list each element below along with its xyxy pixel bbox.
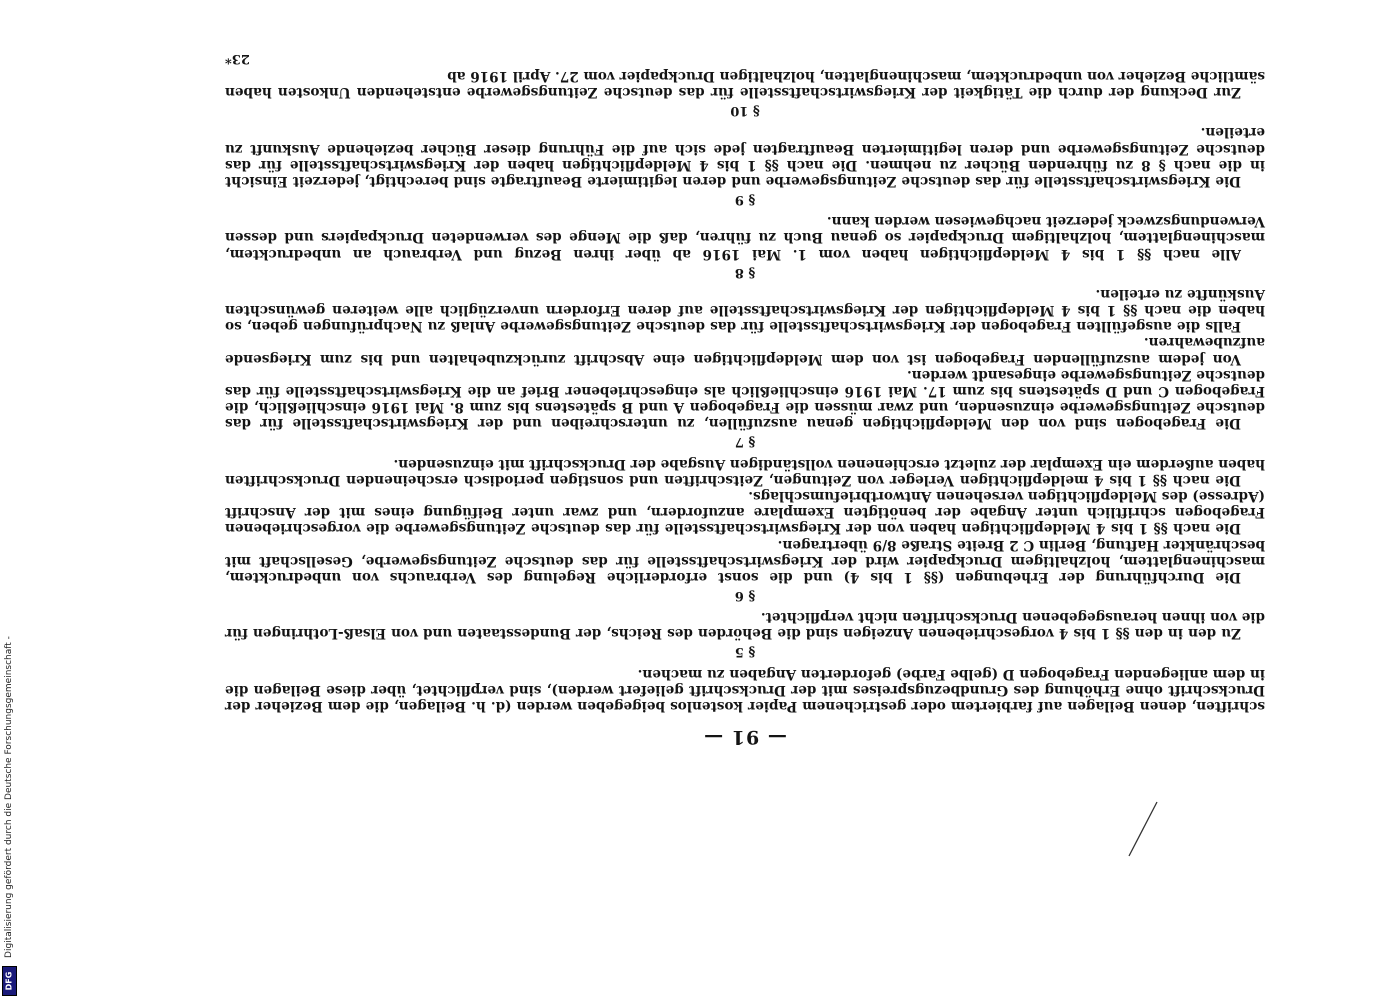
section-9 [225,124,1265,208]
section-paragraph: Zur Deckung der durch die Tätigkeit der Kriegswirtschaftsstelle für das deutsche Zeitungsgewerbe entstehenden Unkosten haben sämtliche Bezieher von unbedrucktem, maschinenglatten, holzhaltigen Druckpapier vom 27. April 1916 ab [225,67,1265,101]
rotated-document-page [225,50,1265,750]
section-heading: § 9 [734,191,756,207]
section-5 [225,609,1265,660]
dfg-logo-text: DFG [4,971,14,991]
section-heading: § 5 [734,644,756,660]
section-6 [225,455,1265,604]
section-paragraph: Die Durchführung der Erhebungen (§§ 1 bis 4) und die sonst erforderliche Regelung des Verbrauchs von unbedrucktem, maschinenglattem, holzhaltigem Druckpapier wird der Kriegswirtschaftsstelle für das deutsche Zeitungsgewerbe, Gesellschaft mit beschränkter Haftung, Berlin C 2 Breite Straße 8/9 übertragen. [225,536,1265,585]
funding-note [2,605,17,990]
section-heading: § 6 [734,587,756,603]
funding-note-text: Digitalisierung gefördert durch die Deutsche Forschungsgemeinschaft - [4,636,14,958]
section-7 [225,286,1265,451]
section-paragraph: Die nach §§ 1 bis 4 meldepflichtigen Verleger von Zeitungen, Zeitschriften und sonstigen periodisch erscheinenden Druckschriften haben außerdem ein Exemplar der zuletzt erschienenen vollständigen Ausgabe der Druckschrift mit einzusenden. [225,455,1265,488]
section-heading: § 7 [734,434,756,450]
section-heading: § 8 [734,264,756,280]
section-paragraph: Zu den in den §§ 1 bis 4 vorgeschriebenen Anzeigen sind die Behörden des Reichs, der Bundesstaaten und von Elsaß-Lothringen für die von ihnen herausgegebenen Druckschriften nicht verpflichtet. [225,609,1265,642]
section-paragraph: Die Fragebogen sind von den Meldepflichtigen genau auszufüllen, zu unterschreiben und der Kriegswirtschaftsstelle für das deutsche Zeitungsgewerbe einzusenden, und zwar müssen die Fragebogen A und B spätestens bis zum 8. Mai 1916 einschließlich, die Fragebogen C und D spätestens bis zum 17. Mai 1916 einschließlich als eingeschriebener Brief an die Kriegswirtschaftsstelle für das deutsche Zeitungsgewerbe eingesandt werden. [225,366,1265,432]
section-paragraph: Falls die ausgefüllten Fragebogen der Kriegswirtschaftsstelle für das deutsche Zeitungsgewerbe Anlaß zu Nachprüfungen geben, so haben die nach §§ 1 bis 4 Meldepflichtigen der Kriegswirtschaftsstelle auf deren Erfordern unverzüglich alle weiteren gewünschten Auskünfte zu erteilen. [225,285,1265,335]
intro-paragraph: schriften, denen Beilagen auf farbiertem oder gestrichenem Papier kostenlos beigegeben werden (d. h. Beilagen, die dem Bezieher der Druckschrift ohne Erhöhung des Grundbezugspreises mit der Druckschrift geliefert werden), sind verpflichtet, über diese Beilagen die in dem anliegenden Fragebogen D (gelbe Farbe) geforderten Angaben zu machen. [225,665,1265,714]
page-number: — 91 — [703,726,787,748]
pen-stroke-mark [1127,798,1161,858]
dfg-logo [2,966,17,996]
section-paragraph: Von jedem auszufüllenden Fragebogen ist von dem Meldepflichtigen eine Abschrift zurückzubehalten und bis zum Kriegsende aufzubewahren. [225,334,1265,367]
section-10 [225,68,1265,119]
signature-mark: 23* [225,50,250,66]
section-paragraph: Alle nach §§ 1 bis 4 Meldepflichtigen haben vom 1. Mai 1916 ab über ihren Bezug und Verbrauch an unbedrucktem, maschinenglattem, holzhaltigem Druckpapier so genau Buch zu führen, daß die Menge des verwendeten Druckpapiers und dessen Verwendungszweck jederzeit nachgewiesen werden kann. [225,213,1265,262]
section-8 [225,213,1265,281]
section-heading: § 10 [730,103,760,119]
section-paragraph: Die Kriegswirtschaftsstelle für das deutsche Zeitungsgewerbe und deren legitimierte Beauftragte sind berechtigt, jederzeit Einsicht in die nach § 8 zu führenden Bücher zu nehmen. Die nach §§ 1 bis 4 Meldepflichtigen haben der Kriegswirtschaftsstelle für das deutsche Zeitungsgewerbe und deren legitimierten Beauftragten jede sich auf die Führung dieser Bücher beziehende Auskunft zu erteilen. [225,124,1265,189]
section-paragraph: Die nach §§ 1 bis 4 Meldepflichtigen haben von der Kriegswirtschaftsstelle für das deutsche Zeitungsgewerbe die vorgeschriebenen Fragebogen schriftlich unter Angabe der benötigten Exemplare anzufordern, und zwar unter Beifügung eines mit der Anschrift (Adresse) des Meldepflichtigen versehenen Antwortbriefumschlags. [225,487,1265,537]
